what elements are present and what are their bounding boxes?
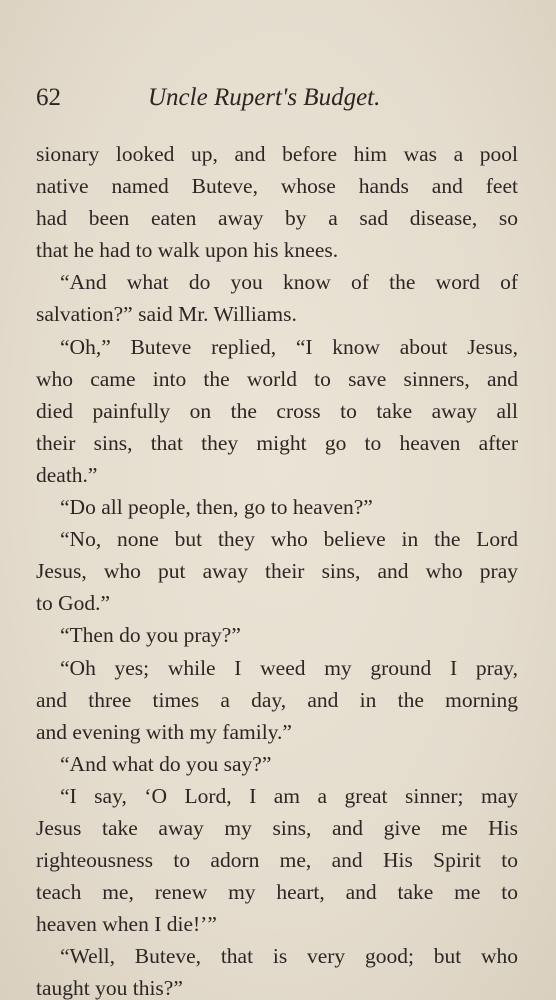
text-line: “Oh yes; while I weed my ground I pray, [60, 655, 518, 680]
page-number: 62 [36, 84, 61, 111]
text-line: heaven when I die!’” [36, 912, 217, 937]
text-line: Jesus, who put away their sins, and who pray [36, 559, 518, 584]
text-line: Jesus take away my sins, and give me His [36, 815, 518, 840]
text-line: “Then do you pray?” [60, 623, 241, 648]
running-title: Uncle Rupert's Budget. [148, 84, 381, 111]
text-line: teach me, renew my heart, and take me to [36, 880, 518, 905]
text-line: to God.” [36, 591, 111, 616]
text-line: “And what do you say?” [60, 751, 272, 776]
text-line: and evening with my family.” [36, 719, 292, 744]
text-line: “I say, ‘O Lord, I am a great sinner; may [60, 783, 518, 808]
text-line: “And what do you know of the word of [60, 270, 518, 295]
text-line: and three times a day, and in the morning [36, 687, 518, 712]
text-line: native named Buteve, whose hands and feet [36, 174, 518, 199]
text-line: their sins, that they might go to heaven after [36, 430, 518, 455]
text-line: “Well, Buteve, that is very good; but who [60, 944, 518, 969]
text-line: who came into the world to save sinners, and [36, 366, 518, 391]
text-line: sionary looked up, and before him was a pool [36, 142, 518, 166]
text-line: taught you this?” [36, 976, 183, 1000]
text-line: salvation?” said Mr. Williams. [36, 302, 297, 327]
text-line: died painfully on the cross to take away all [36, 398, 518, 423]
text-line: “Do all people, then, go to heaven?” [60, 495, 373, 520]
text-line: “No, none but they who believe in the Lord [60, 527, 518, 552]
text-line: had been eaten away by a sad disease, so [36, 206, 518, 231]
text-line: death.” [36, 462, 98, 487]
text-line: righteousness to adorn me, and His Spirit to [36, 848, 518, 873]
page-header [32, 84, 520, 118]
text-line: that he had to walk upon his knees. [36, 238, 339, 263]
body-text [36, 138, 518, 1000]
text-line: “Oh,” Buteve replied, “I know about Jesus, [60, 334, 518, 359]
